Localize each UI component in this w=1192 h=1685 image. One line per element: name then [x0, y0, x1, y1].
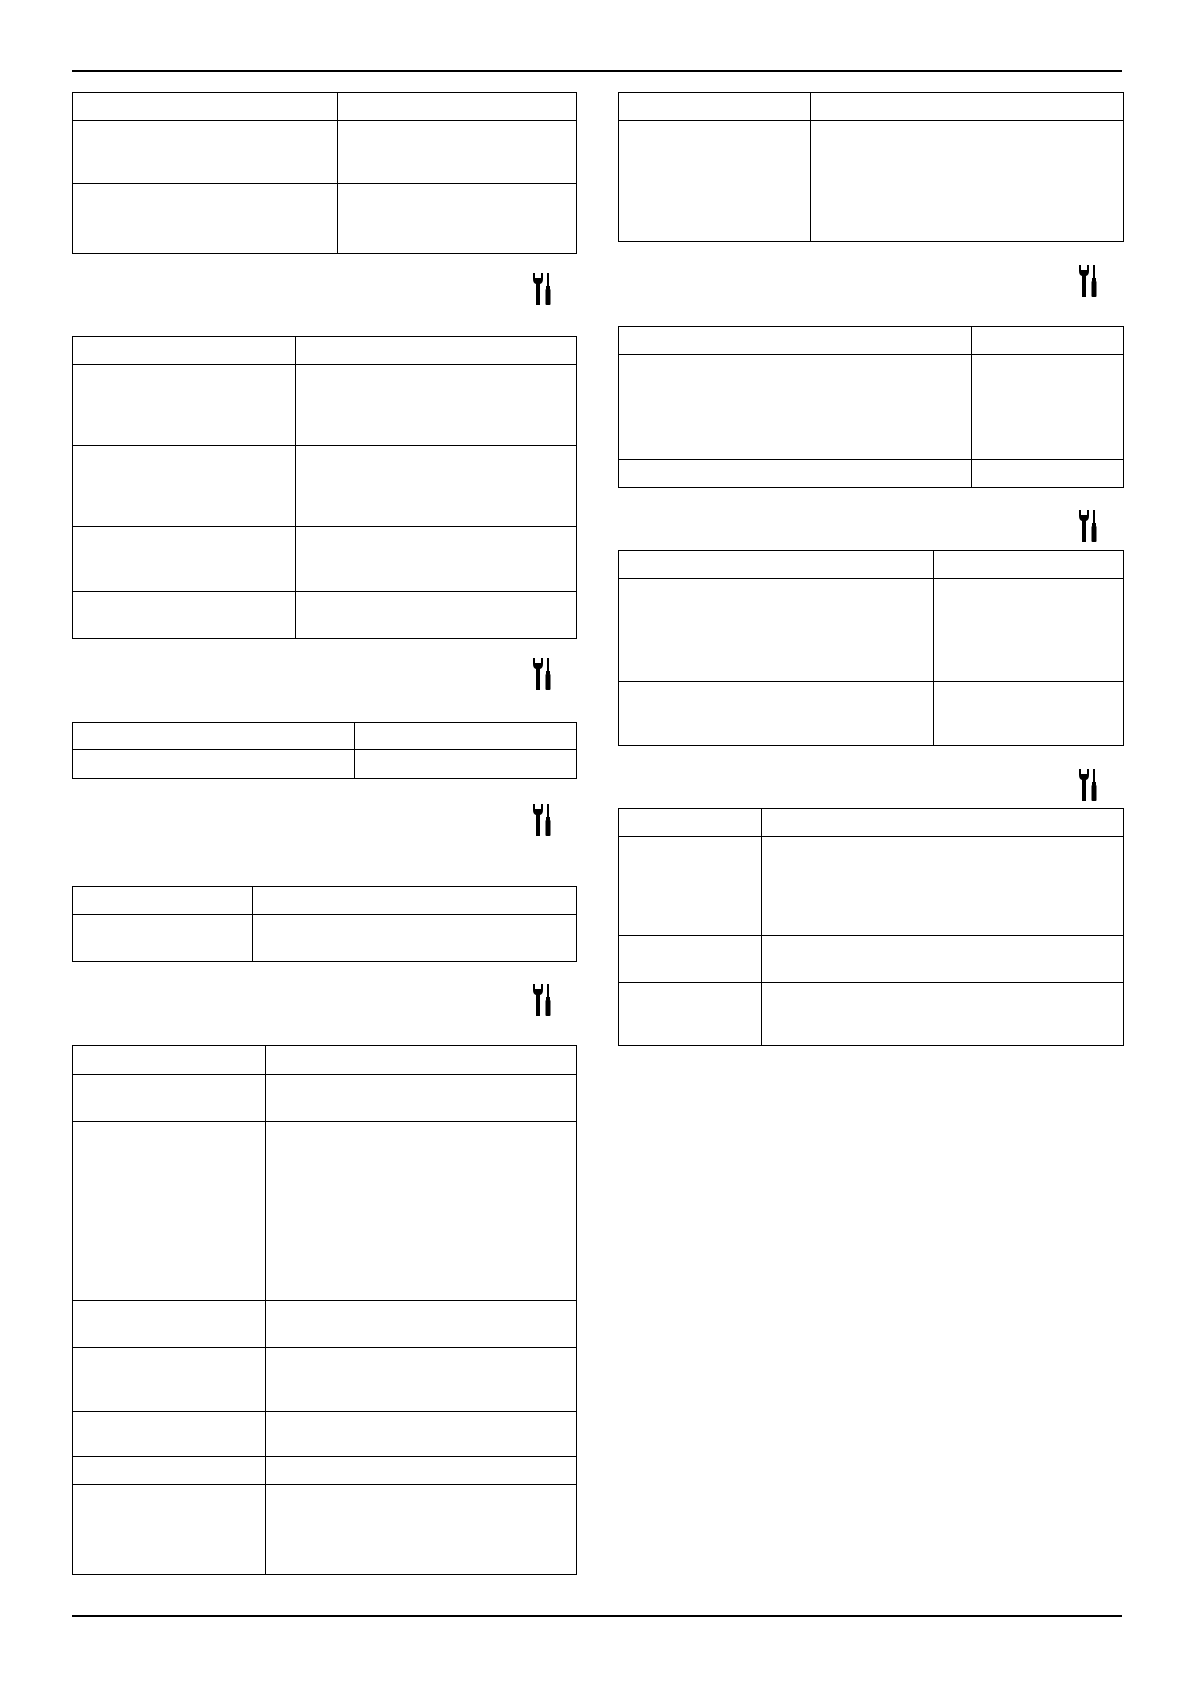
table-header-cell	[811, 93, 1125, 121]
table-cell	[619, 121, 811, 243]
table-cell	[762, 983, 1125, 1047]
wrench-screwdriver-icon	[1077, 509, 1099, 543]
table-cell	[762, 936, 1125, 983]
footer-rule	[72, 1615, 1122, 1617]
wrench-screwdriver-icon	[1077, 768, 1099, 802]
table-cell	[73, 1485, 266, 1576]
table-header-cell	[266, 1046, 578, 1075]
table-header-cell	[934, 551, 1125, 579]
table-header-cell	[619, 551, 934, 579]
table-cell	[619, 682, 934, 747]
table-cell	[266, 1301, 578, 1348]
wrench-screwdriver-icon	[1077, 264, 1099, 298]
table-cell	[619, 460, 972, 489]
table-cell	[296, 446, 578, 527]
table-cell	[972, 355, 1125, 460]
table-cell	[73, 1122, 266, 1301]
table-cell	[934, 682, 1125, 747]
table-cell	[73, 1075, 266, 1122]
header-rule	[72, 70, 1122, 72]
table-cell	[811, 121, 1125, 243]
table-right-2	[618, 326, 1124, 488]
wrench-screwdriver-icon	[531, 657, 553, 691]
table-left-1	[72, 92, 577, 254]
table-left-4	[72, 886, 577, 962]
table-cell	[619, 936, 762, 983]
table-right-3	[618, 550, 1124, 746]
table-cell	[619, 355, 972, 460]
table-header-cell	[619, 809, 762, 837]
table-header-cell	[619, 327, 972, 355]
table-cell	[73, 121, 338, 184]
table-cell	[73, 1412, 266, 1457]
table-header-cell	[73, 723, 355, 750]
table-cell	[762, 837, 1125, 936]
table-header-cell	[73, 1046, 266, 1075]
table-cell	[619, 579, 934, 682]
table-cell	[266, 1457, 578, 1485]
wrench-screwdriver-icon	[531, 272, 553, 306]
table-left-2	[72, 336, 577, 639]
table-header-cell	[73, 93, 338, 121]
table-cell	[73, 184, 338, 255]
table-cell	[73, 365, 296, 446]
wrench-screwdriver-icon	[531, 983, 553, 1017]
table-cell	[972, 460, 1125, 489]
table-cell	[266, 1348, 578, 1412]
table-header-cell	[619, 93, 811, 121]
table-cell	[253, 915, 578, 963]
table-cell	[266, 1075, 578, 1122]
table-header-cell	[73, 337, 296, 365]
table-header-cell	[762, 809, 1125, 837]
table-cell	[73, 592, 296, 640]
table-cell	[338, 121, 578, 184]
table-cell	[73, 1457, 266, 1485]
wrench-screwdriver-icon	[531, 803, 553, 837]
table-cell	[296, 365, 578, 446]
table-cell	[934, 579, 1125, 682]
table-header-cell	[296, 337, 578, 365]
table-cell	[355, 750, 578, 780]
table-cell	[619, 983, 762, 1047]
table-cell	[73, 446, 296, 527]
table-header-cell	[73, 887, 253, 915]
table-cell	[73, 915, 253, 963]
table-cell	[266, 1485, 578, 1576]
table-header-cell	[338, 93, 578, 121]
table-cell	[73, 527, 296, 592]
table-header-cell	[972, 327, 1125, 355]
table-left-3	[72, 722, 577, 779]
table-right-1	[618, 92, 1124, 242]
table-cell	[73, 1301, 266, 1348]
table-cell	[619, 837, 762, 936]
table-right-4	[618, 808, 1124, 1046]
table-cell	[338, 184, 578, 255]
table-header-cell	[355, 723, 578, 750]
table-left-5	[72, 1045, 577, 1575]
table-cell	[266, 1122, 578, 1301]
table-cell	[266, 1412, 578, 1457]
table-cell	[73, 750, 355, 780]
table-cell	[73, 1348, 266, 1412]
table-cell	[296, 527, 578, 592]
table-cell	[296, 592, 578, 640]
table-header-cell	[253, 887, 578, 915]
